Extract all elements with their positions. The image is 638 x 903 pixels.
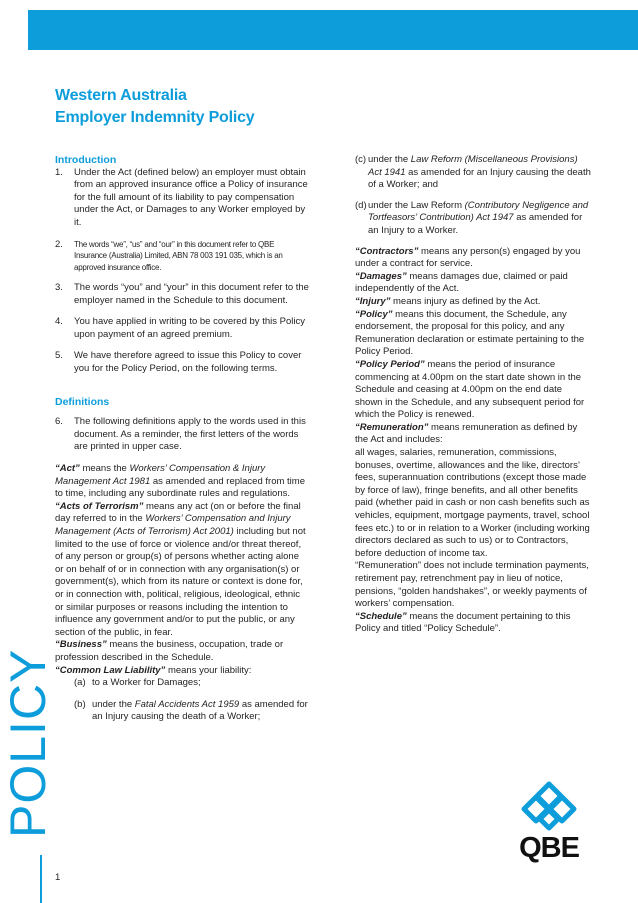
title-line-2: Employer Indemnity Policy [55,109,255,126]
sub-item [74,699,309,724]
sub-item-letter: (c) [355,154,367,165]
right-column [355,154,591,636]
definition-business [55,639,309,664]
definition-citation: Workers’ Compensation & Injury Management Act 1981 [55,463,266,487]
definition-term: “Schedule” [355,610,407,622]
sub-item-text [368,200,591,238]
sub-item-letter: (b) [74,698,86,710]
definition-text: means the document pertaining to this Policy and titled “Policy Schedule”. [355,610,571,635]
sub-item-text-part: as amended for an Injury causing the death of a Worker; and [368,166,591,191]
document-title [55,85,255,129]
sub-item [74,677,309,690]
definition-term: “Policy” [355,308,393,320]
definition-text: means the business, occupation, trade or profession described in the Schedule. [55,639,284,663]
definition-acts-of-terrorism [55,501,309,640]
sub-item-letter: (a) [74,677,86,689]
sub-item-text [92,699,309,724]
remuneration-includes: all wages, salaries, remuneration, commissions, bonuses, overtime, allowances and the like, directors’ fees, superannuation contributions (except those made by force of law), fringe benefits, and all other benefits paid (whether paid in cash or non cash benefits such as vehicles, equipment, mortgage payments, travel, school fees etc.) to or in relation to a Worker (including working directors declared as such to us) or to Contractors, before deduction of income tax. [355,447,590,559]
sub-item-text-part: as amended for an Injury to a Worker. [368,212,583,236]
title-line-1: Western Australia [55,87,187,104]
definition-policy [355,309,591,359]
definition-schedule [355,611,591,636]
definition-text: means remuneration as defined by the Act and includes: [355,421,578,446]
definition-text: means this document, the Schedule, any endorsement, the proposal for this policy, and any Remuneration declaration or estimate pertaining to the Policy Period. [355,308,585,358]
definition-text: means the period of insurance commencing at 4.00pm on the start date shown in the Schedule and ceasing at 4.00pm on the end date shown in the Schedule, and any subsequent period for which the Policy is renewed. [355,358,585,421]
definition-text: means any person(s) engaged by you under a contract for service. [355,245,581,270]
item-number: 3. [55,282,63,294]
remuneration-excludes: “Remuneration” does not include termination payments, retirement pay, retrenchment pay in lieu of notice, pensions, “golden handshakes”, or weekly payments of workers’ compensation. [355,560,589,610]
definition-citation: Workers’ Compensation and Injury Management (Acts of Terrorism) Act 2001) [55,513,291,537]
header-band [28,10,638,50]
definition-term: “Act” [55,463,80,474]
definition-text: means the [79,463,130,474]
definition-contractors [355,246,591,271]
sub-item-text-part: under the [368,154,411,165]
qbe-logo [514,781,584,865]
list-item [55,416,309,454]
sub-item-text-part: under the [92,698,135,710]
definition-text: means injury as defined by the Act. [390,295,541,307]
sub-item-citation: (Contributory Negligence and Tortfeasors’ Contribution) Act 1947 [368,199,589,224]
left-column [55,154,309,733]
sub-item-citation: Law Reform (Miscellaneous Provisions) Act 1941 [368,154,578,178]
definition-act [55,463,309,501]
item-text: You have applied in writing to be covered by this Policy upon payment of an agreed premium. [74,316,305,340]
definition-text: as amended and replaced from time to time, including any subordinate rules and regulations. [55,475,305,500]
definition-damages [355,271,591,296]
definition-policy-period [355,359,591,422]
sub-item-citation: Fatal Accidents Act 1959 [134,698,240,710]
definition-text: means any act (on or before the final day referred to in the [55,500,301,525]
sub-item [355,154,591,192]
definition-term: “Policy Period” [355,358,425,370]
item-number: 5. [55,350,63,362]
introduction-heading: Introduction [55,154,117,166]
definition-common-law-liability [55,665,309,678]
definition-text: including but not limited to the use of force or violence and/or threat thereof, of any person or group(s) of persons whether acting alone or on behalf of or in connection with any organisation(s) or government(s), which from its nature or context is done for, or in connection with, political, religious, ideological, ethnic or similar purposes or reasons including the intention to influence any government and/or to put the public, or any section of the public, in fear. [55,525,306,638]
page-number: 1 [55,872,61,883]
definition-term: “Acts of Terrorism” [55,500,144,512]
qbe-chain-logo-icon [514,781,584,833]
definition-term: “Injury” [355,295,391,307]
item-text: The words “we”, “us” and “our” in this document refer to QBE Insurance (Australia) Limited, ABN 78 003 191 035, which is an approved insurance office. [74,239,283,272]
definition-term: “Contractors” [355,245,419,257]
sub-item-text-part: as amended for an Injury causing the death of a Worker; [92,698,308,723]
definition-term: “Remuneration” [355,421,429,433]
list-item [55,239,309,274]
list-item [55,350,309,375]
qbe-wordmark: QBE [519,832,579,864]
definition-injury [355,296,591,309]
definition-term: “Business” [55,639,107,651]
item-number: 4. [55,316,63,328]
sub-item [355,200,591,238]
definition-text: means your liability: [165,664,252,676]
item-text: The words “you” and “your” in this document refer to the employer named in the Schedule to this document. [74,282,309,306]
item-text: We have therefore agreed to issue this Policy to cover you for the Policy Period, on the following terms. [74,350,302,375]
list-item [55,282,309,307]
definitions-heading: Definitions [55,395,110,408]
definition-term: “Common Law Liability” [55,664,166,676]
item-text: The following definitions apply to the words used in this document. As a reminder, the first letters of the words are printed in upper case. [74,416,306,453]
item-number: 6. [55,416,63,428]
sub-item-letter: (d) [355,199,367,211]
definition-term: “Damages” [355,270,407,282]
item-number: 2. [55,238,63,250]
item-text: Under the Act (defined below) an employer must obtain from an approved insurance office a Policy of insurance for the full amount of its liability to pay compensation under the Act, or Damages to any Worker employed by it. [74,166,308,228]
side-accent-line [40,855,42,903]
definition-text: means damages due, claimed or paid independently of the Act. [355,270,568,295]
list-item [55,316,309,341]
side-policy-label: POLICY [0,648,56,838]
sub-item-text [368,154,591,192]
sub-item-text-part: under the Law Reform [368,199,465,211]
item-number: 1. [55,166,63,178]
sub-item-text: to a Worker for Damages; [92,677,201,689]
list-item [55,167,309,230]
definition-remuneration [355,422,591,447]
